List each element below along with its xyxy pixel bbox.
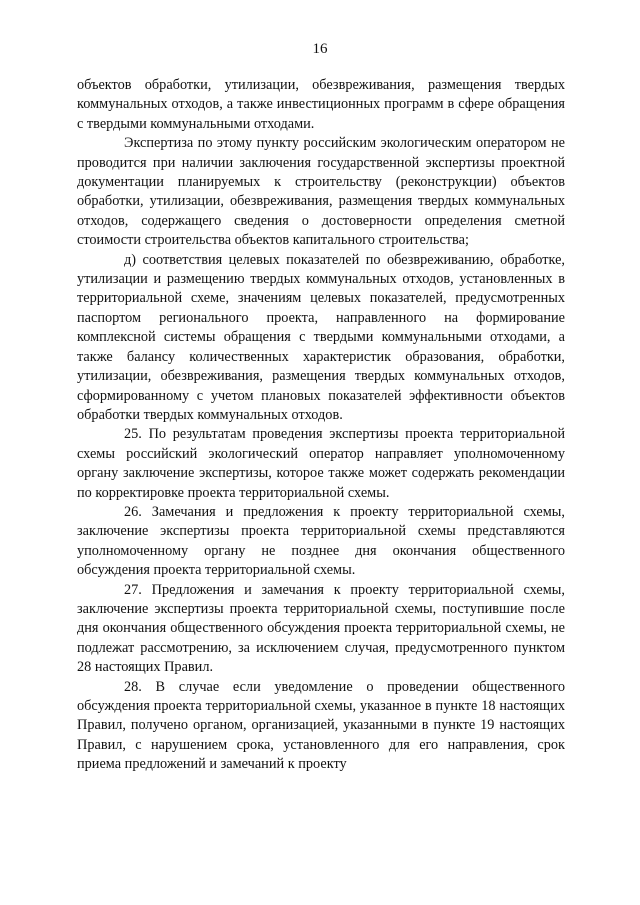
page-number: 16 [312,41,328,57]
paragraph-item-d: д) соответствия целевых показателей по обезвреживанию, обработке, утилизации и размещению твердых коммунальных отходов, установленных в территориальной схеме, значениям целевых показателей, предусмотренных паспортом регионального проекта, направленного на формирование комплексной системы обращения с твердыми коммунальными отходами, а также балансу количественных характеристик образования, обработки, утилизации, обезвреживания, размещения твердых коммунальных отходов, сформированному с учетом плановых показателей эффективности объектов обработки твердых коммунальных отходов. [77,251,565,423]
paragraph-continuation: объектов обработки, утилизации, обезвреживания, размещения твердых коммунальных отходов, а также инвестиционных программ в сфере обращения с твердыми коммунальными отходами. [77,77,565,132]
paragraph-clause-28: 28. В случае если уведомление о проведении общественного обсуждения проекта территориальной схемы, указанное в пункте 18 настоящих Правил, получено органом, организацией, указанными в пункте 19 настоящих Правил, с нарушением срока, установленного для его направления, срок приема предложений и замечаний к проекту [77,678,565,773]
paragraph-clause-25: 25. По результатам проведения экспертизы проекта территориальной схемы российский экологический оператор направляет уполномоченному органу заключение экспертизы, которое также может содержать рекомендации по корректировке проекта территориальной схемы. [77,426,565,501]
document-body [77,76,565,775]
paragraph-expertise-exemption: Экспертиза по этому пункту российским экологическим оператором не проводится при наличии заключения государственной экспертизы проектной документации планируемых к строительству (реконструкции) объектов обработки, утилизации, обезвреживания, размещения твердых коммунальных отходов, содержащего сведения о достоверности определения сметной стоимости строительства объектов капитального строительства; [77,135,565,249]
paragraph-clause-27: 27. Предложения и замечания к проекту территориальной схемы, заключение экспертизы проекта территориальной схемы, поступившие после дня окончания общественного обсуждения проекта территориальной схемы, не подлежат рассмотрению, за исключением случая, предусмотренного пунктом 28 настоящих Правил. [77,581,565,676]
paragraph-clause-26: 26. Замечания и предложения к проекту территориальной схемы, заключение экспертизы проекта территориальной схемы представляются уполномоченному органу не позднее дня окончания общественного обсуждения проекта территориальной схемы. [77,503,565,579]
